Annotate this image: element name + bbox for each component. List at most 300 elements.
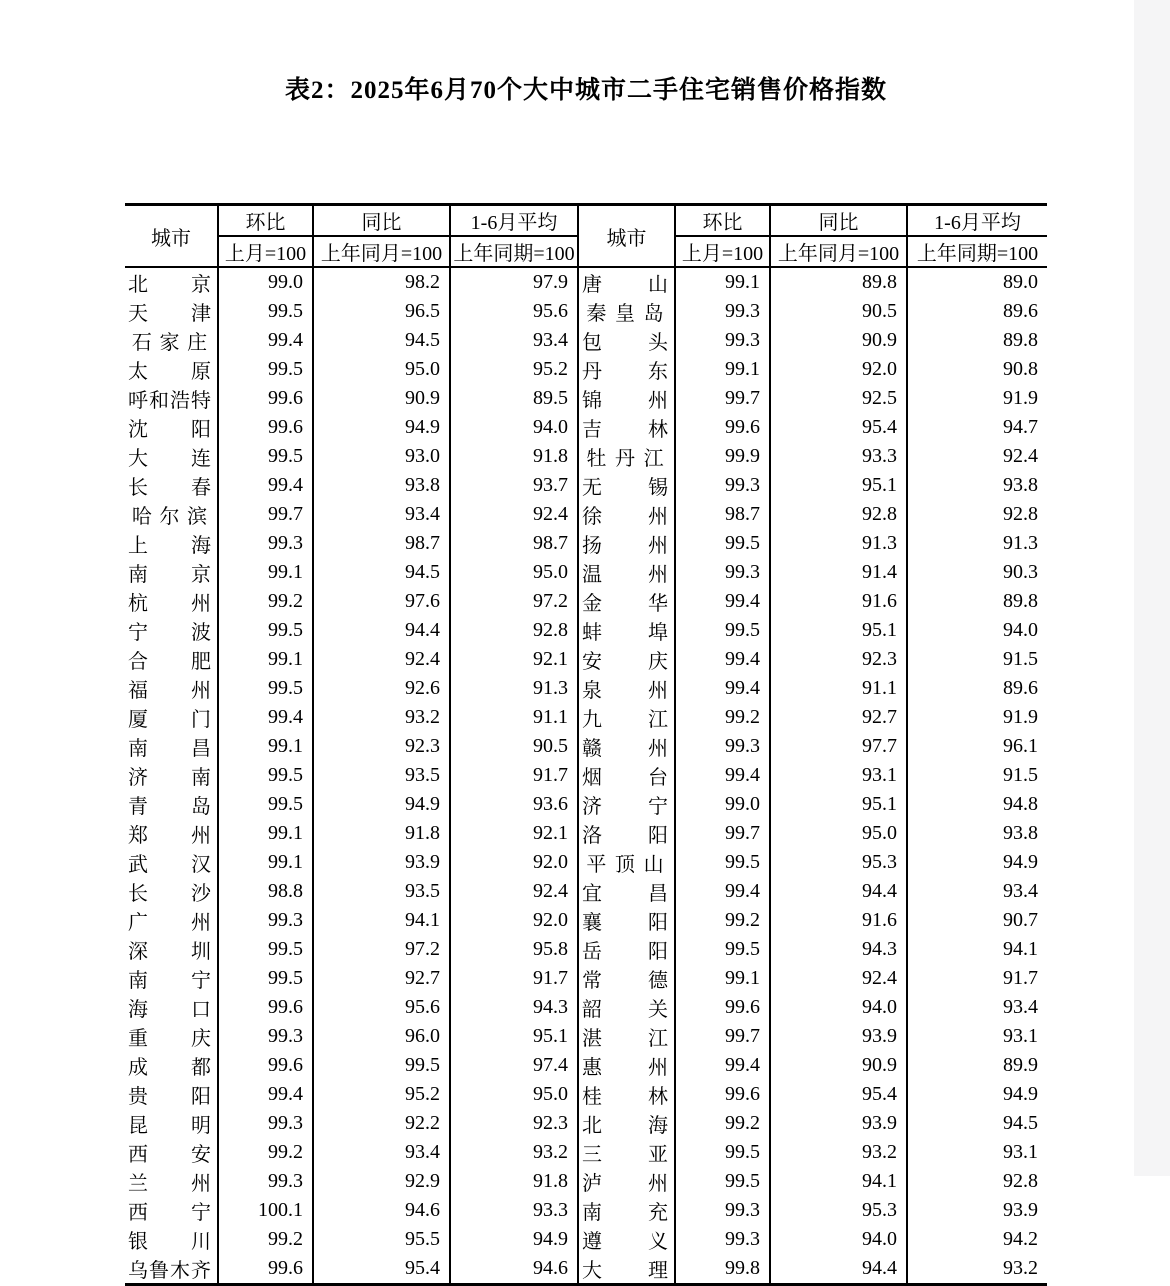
- yoy-value-cell: 94.4: [313, 616, 450, 645]
- page-edge-strip: [1134, 0, 1170, 1176]
- yoy-value-cell: 95.4: [770, 413, 907, 442]
- mom-value-cell: 99.1: [675, 964, 770, 993]
- city-cell: 遵 义: [578, 1225, 675, 1254]
- city-cell: 青 岛: [128, 796, 211, 818]
- city-cell: 成 都: [128, 1057, 211, 1079]
- avg-value-cell: 94.1: [907, 935, 1047, 964]
- mom-value-cell: 99.5: [675, 1167, 770, 1196]
- avg-value-cell: 93.8: [907, 819, 1047, 848]
- mom-value-cell: 99.3: [218, 529, 313, 558]
- city-cell: 南 宁: [128, 970, 211, 992]
- avg-value-cell: 91.7: [450, 761, 578, 790]
- mom-value-cell: 99.6: [675, 413, 770, 442]
- header-mom-base-right: 上月=100: [675, 236, 770, 267]
- header-avg-base-left: 上年同期=100: [450, 236, 578, 267]
- yoy-value-cell: 92.0: [770, 355, 907, 384]
- yoy-value-cell: 92.4: [770, 964, 907, 993]
- mom-value-cell: 99.6: [218, 413, 313, 442]
- mom-value-cell: 99.3: [675, 1196, 770, 1225]
- avg-value-cell: 92.8: [907, 500, 1047, 529]
- yoy-value-cell: 92.5: [770, 384, 907, 413]
- table-row: [125, 1196, 1047, 1225]
- mom-value-cell: 99.5: [218, 761, 313, 790]
- yoy-value-cell: 92.9: [313, 1167, 450, 1196]
- city-cell: 九 江: [578, 703, 675, 732]
- city-cell: 北 京: [128, 274, 211, 296]
- city-cell: 福 州: [128, 680, 211, 702]
- table-row: [125, 1051, 1047, 1080]
- yoy-value-cell: 95.3: [770, 1196, 907, 1225]
- avg-value-cell: 92.1: [450, 819, 578, 848]
- city-cell: 常 德: [578, 964, 675, 993]
- header-yoy-base-left: 上年同月=100: [313, 236, 450, 267]
- city-cell: 宁 波: [128, 622, 211, 644]
- table-row: [125, 761, 1047, 790]
- mom-value-cell: 99.2: [675, 1109, 770, 1138]
- yoy-value-cell: 95.6: [313, 993, 450, 1022]
- avg-value-cell: 91.8: [450, 1167, 578, 1196]
- table-row: [125, 297, 1047, 326]
- mom-value-cell: 99.6: [218, 1254, 313, 1285]
- mom-value-cell: 99.5: [218, 674, 313, 703]
- yoy-value-cell: 95.0: [770, 819, 907, 848]
- table-row: [125, 616, 1047, 645]
- avg-value-cell: 89.0: [907, 267, 1047, 297]
- avg-value-cell: 91.3: [450, 674, 578, 703]
- city-cell: 平 顶 山: [578, 848, 675, 877]
- city-cell: 南 京: [128, 564, 211, 586]
- avg-value-cell: 94.9: [907, 848, 1047, 877]
- yoy-value-cell: 93.9: [770, 1022, 907, 1051]
- yoy-value-cell: 94.9: [313, 413, 450, 442]
- table-row: [125, 529, 1047, 558]
- yoy-value-cell: 94.5: [313, 326, 450, 355]
- yoy-value-cell: 92.8: [770, 500, 907, 529]
- avg-value-cell: 92.8: [907, 1167, 1047, 1196]
- mom-value-cell: 99.1: [218, 732, 313, 761]
- mom-value-cell: 99.4: [675, 645, 770, 674]
- avg-value-cell: 91.5: [907, 645, 1047, 674]
- mom-value-cell: 99.3: [675, 326, 770, 355]
- mom-value-cell: 99.5: [675, 529, 770, 558]
- city-cell: 重 庆: [128, 1028, 211, 1050]
- table-row: [125, 267, 1047, 297]
- yoy-value-cell: 93.2: [313, 703, 450, 732]
- city-cell: 昆 明: [128, 1115, 211, 1137]
- avg-value-cell: 94.8: [907, 790, 1047, 819]
- table-row: [125, 674, 1047, 703]
- table-row: [125, 1167, 1047, 1196]
- mom-value-cell: 99.3: [218, 1167, 313, 1196]
- yoy-value-cell: 99.5: [313, 1051, 450, 1080]
- mom-value-cell: 99.1: [675, 267, 770, 297]
- city-cell: 大 连: [128, 448, 211, 470]
- mom-value-cell: 99.7: [218, 500, 313, 529]
- city-cell: 蚌 埠: [578, 616, 675, 645]
- city-cell: 岳 阳: [578, 935, 675, 964]
- avg-value-cell: 95.2: [450, 355, 578, 384]
- mom-value-cell: 99.1: [218, 819, 313, 848]
- table-row: [125, 935, 1047, 964]
- city-cell: 大 理: [578, 1254, 675, 1285]
- table-row: [125, 964, 1047, 993]
- table-row: [125, 442, 1047, 471]
- avg-value-cell: 90.5: [450, 732, 578, 761]
- avg-value-cell: 91.5: [907, 761, 1047, 790]
- city-cell: 银 川: [128, 1231, 211, 1253]
- yoy-value-cell: 97.7: [770, 732, 907, 761]
- avg-value-cell: 90.8: [907, 355, 1047, 384]
- yoy-value-cell: 95.1: [770, 471, 907, 500]
- avg-value-cell: 93.2: [450, 1138, 578, 1167]
- yoy-value-cell: 94.1: [770, 1167, 907, 1196]
- header-avg-base-right: 上年同期=100: [907, 236, 1047, 267]
- city-cell: 南 昌: [128, 738, 211, 760]
- avg-value-cell: 93.4: [450, 326, 578, 355]
- table-header: [125, 205, 1047, 268]
- mom-value-cell: 99.1: [218, 558, 313, 587]
- city-cell: 安 庆: [578, 645, 675, 674]
- avg-value-cell: 98.7: [450, 529, 578, 558]
- mom-value-cell: 99.4: [675, 761, 770, 790]
- avg-value-cell: 93.8: [907, 471, 1047, 500]
- avg-value-cell: 92.8: [450, 616, 578, 645]
- mom-value-cell: 99.0: [218, 267, 313, 297]
- yoy-value-cell: 90.9: [770, 326, 907, 355]
- city-cell: 深 圳: [128, 941, 211, 963]
- mom-value-cell: 99.6: [675, 993, 770, 1022]
- avg-value-cell: 93.9: [907, 1196, 1047, 1225]
- yoy-value-cell: 95.5: [313, 1225, 450, 1254]
- mom-value-cell: 99.3: [218, 906, 313, 935]
- table-row: [125, 1254, 1047, 1285]
- yoy-value-cell: 93.2: [770, 1138, 907, 1167]
- avg-value-cell: 93.7: [450, 471, 578, 500]
- avg-value-cell: 90.3: [907, 558, 1047, 587]
- city-cell: 长 春: [128, 477, 211, 499]
- avg-value-cell: 95.8: [450, 935, 578, 964]
- avg-value-cell: 91.3: [907, 529, 1047, 558]
- yoy-value-cell: 97.2: [313, 935, 450, 964]
- yoy-value-cell: 92.7: [770, 703, 907, 732]
- avg-value-cell: 93.2: [907, 1254, 1047, 1285]
- mom-value-cell: 99.5: [675, 1138, 770, 1167]
- avg-value-cell: 94.2: [907, 1225, 1047, 1254]
- yoy-value-cell: 91.3: [770, 529, 907, 558]
- header-mom-base-left: 上月=100: [218, 236, 313, 267]
- mom-value-cell: 99.8: [675, 1254, 770, 1285]
- city-cell: 无 锡: [578, 471, 675, 500]
- table-row: [125, 1138, 1047, 1167]
- mom-value-cell: 99.5: [218, 790, 313, 819]
- avg-value-cell: 92.1: [450, 645, 578, 674]
- mom-value-cell: 99.2: [218, 1138, 313, 1167]
- city-cell: 石 家 庄: [131, 332, 208, 354]
- mom-value-cell: 99.1: [218, 848, 313, 877]
- city-cell: 南 充: [578, 1196, 675, 1225]
- avg-value-cell: 97.2: [450, 587, 578, 616]
- avg-value-cell: 91.9: [907, 384, 1047, 413]
- mom-value-cell: 99.3: [218, 1022, 313, 1051]
- city-cell: 呼 和 浩 特: [128, 390, 211, 412]
- avg-value-cell: 89.8: [907, 326, 1047, 355]
- city-cell: 天 津: [128, 303, 211, 325]
- city-cell: 济 南: [128, 767, 211, 789]
- yoy-value-cell: 93.3: [770, 442, 907, 471]
- mom-value-cell: 100.1: [218, 1196, 313, 1225]
- mom-value-cell: 99.4: [218, 703, 313, 732]
- yoy-value-cell: 91.6: [770, 587, 907, 616]
- avg-value-cell: 97.4: [450, 1051, 578, 1080]
- avg-value-cell: 97.9: [450, 267, 578, 297]
- mom-value-cell: 99.2: [218, 1225, 313, 1254]
- table-row: [125, 819, 1047, 848]
- yoy-value-cell: 95.1: [770, 616, 907, 645]
- yoy-value-cell: 94.1: [313, 906, 450, 935]
- mom-value-cell: 99.5: [218, 935, 313, 964]
- mom-value-cell: 99.4: [218, 471, 313, 500]
- table-row: [125, 471, 1047, 500]
- mom-value-cell: 99.6: [218, 993, 313, 1022]
- mom-value-cell: 99.3: [675, 1225, 770, 1254]
- table-row: [125, 1109, 1047, 1138]
- avg-value-cell: 94.0: [450, 413, 578, 442]
- city-cell: 贵 阳: [128, 1086, 211, 1108]
- yoy-value-cell: 97.6: [313, 587, 450, 616]
- avg-value-cell: 91.9: [907, 703, 1047, 732]
- mom-value-cell: 99.2: [675, 703, 770, 732]
- header-city-right: 城市: [578, 205, 675, 268]
- yoy-value-cell: 90.9: [770, 1051, 907, 1080]
- mom-value-cell: 98.8: [218, 877, 313, 906]
- yoy-value-cell: 93.4: [313, 1138, 450, 1167]
- mom-value-cell: 99.5: [675, 616, 770, 645]
- mom-value-cell: 99.6: [218, 1051, 313, 1080]
- city-cell: 襄 阳: [578, 906, 675, 935]
- mom-value-cell: 99.6: [675, 1080, 770, 1109]
- city-cell: 郑 州: [128, 825, 211, 847]
- mom-value-cell: 99.2: [218, 587, 313, 616]
- avg-value-cell: 91.7: [450, 964, 578, 993]
- yoy-value-cell: 91.1: [770, 674, 907, 703]
- city-cell: 泉 州: [578, 674, 675, 703]
- table-row: [125, 558, 1047, 587]
- mom-value-cell: 99.5: [675, 935, 770, 964]
- mom-value-cell: 99.7: [675, 384, 770, 413]
- mom-value-cell: 99.3: [675, 732, 770, 761]
- table-row: [125, 790, 1047, 819]
- avg-value-cell: 93.6: [450, 790, 578, 819]
- city-cell: 武 汉: [128, 854, 211, 876]
- city-cell: 杭 州: [128, 593, 211, 615]
- mom-value-cell: 99.3: [675, 558, 770, 587]
- mom-value-cell: 99.3: [675, 471, 770, 500]
- table-row: [125, 848, 1047, 877]
- table-row: [125, 1022, 1047, 1051]
- avg-value-cell: 93.1: [907, 1138, 1047, 1167]
- avg-value-cell: 89.6: [907, 674, 1047, 703]
- yoy-value-cell: 90.9: [313, 384, 450, 413]
- avg-value-cell: 94.9: [907, 1080, 1047, 1109]
- mom-value-cell: 99.5: [218, 964, 313, 993]
- mom-value-cell: 99.5: [218, 355, 313, 384]
- yoy-value-cell: 92.3: [313, 732, 450, 761]
- yoy-value-cell: 94.6: [313, 1196, 450, 1225]
- header-yoy-base-right: 上年同月=100: [770, 236, 907, 267]
- mom-value-cell: 99.1: [675, 355, 770, 384]
- avg-value-cell: 89.6: [907, 297, 1047, 326]
- mom-value-cell: 99.4: [675, 1051, 770, 1080]
- avg-value-cell: 95.1: [450, 1022, 578, 1051]
- avg-value-cell: 89.8: [907, 587, 1047, 616]
- mom-value-cell: 99.7: [675, 819, 770, 848]
- header-yoy-right: 同比: [770, 205, 907, 237]
- yoy-value-cell: 94.9: [313, 790, 450, 819]
- avg-value-cell: 94.9: [450, 1225, 578, 1254]
- yoy-value-cell: 93.9: [770, 1109, 907, 1138]
- yoy-value-cell: 93.4: [313, 500, 450, 529]
- avg-value-cell: 96.1: [907, 732, 1047, 761]
- city-cell: 西 安: [128, 1144, 211, 1166]
- avg-value-cell: 91.8: [450, 442, 578, 471]
- avg-value-cell: 93.4: [907, 877, 1047, 906]
- city-cell: 湛 江: [578, 1022, 675, 1051]
- city-cell: 乌 鲁 木 齐: [128, 1260, 211, 1282]
- header-city-left: 城市: [151, 227, 191, 250]
- yoy-value-cell: 96.0: [313, 1022, 450, 1051]
- yoy-value-cell: 92.2: [313, 1109, 450, 1138]
- header-yoy-left: 同比: [313, 205, 450, 237]
- yoy-value-cell: 93.5: [313, 877, 450, 906]
- yoy-value-cell: 95.2: [313, 1080, 450, 1109]
- mom-value-cell: 99.7: [675, 1022, 770, 1051]
- table-row: [125, 384, 1047, 413]
- table-row: [125, 587, 1047, 616]
- city-cell: 长 沙: [128, 883, 211, 905]
- city-cell: 广 州: [128, 912, 211, 934]
- mom-value-cell: 99.9: [675, 442, 770, 471]
- mom-value-cell: 99.5: [218, 297, 313, 326]
- yoy-value-cell: 91.6: [770, 906, 907, 935]
- city-cell: 厦 门: [128, 709, 211, 731]
- avg-value-cell: 93.3: [450, 1196, 578, 1225]
- city-cell: 唐 山: [578, 267, 675, 297]
- avg-value-cell: 91.1: [450, 703, 578, 732]
- table-row: [125, 355, 1047, 384]
- yoy-value-cell: 95.4: [313, 1254, 450, 1285]
- city-cell: 烟 台: [578, 761, 675, 790]
- city-cell: 西 宁: [128, 1202, 211, 1224]
- header-avg-left: 1-6月平均: [450, 205, 578, 237]
- table-row: [125, 993, 1047, 1022]
- table-row: [125, 703, 1047, 732]
- yoy-value-cell: 95.3: [770, 848, 907, 877]
- city-cell: 上 海: [128, 535, 211, 557]
- table-row: [125, 906, 1047, 935]
- city-cell: 韶 关: [578, 993, 675, 1022]
- mom-value-cell: 99.4: [675, 877, 770, 906]
- table-row: [125, 500, 1047, 529]
- mom-value-cell: 99.5: [218, 616, 313, 645]
- header-mom-right: 环比: [675, 205, 770, 237]
- yoy-value-cell: 92.6: [313, 674, 450, 703]
- mom-value-cell: 99.4: [675, 674, 770, 703]
- mom-value-cell: 98.7: [675, 500, 770, 529]
- table-row: [125, 1225, 1047, 1254]
- avg-value-cell: 91.7: [907, 964, 1047, 993]
- city-cell: 济 宁: [578, 790, 675, 819]
- avg-value-cell: 94.0: [907, 616, 1047, 645]
- page-title: 表2：2025年6月70个大中城市二手住宅销售价格指数: [284, 77, 887, 104]
- avg-value-cell: 92.0: [450, 848, 578, 877]
- avg-value-cell: 95.6: [450, 297, 578, 326]
- avg-value-cell: 92.4: [907, 442, 1047, 471]
- yoy-value-cell: 95.1: [770, 790, 907, 819]
- yoy-value-cell: 93.8: [313, 471, 450, 500]
- yoy-value-cell: 94.0: [770, 1225, 907, 1254]
- city-cell: 吉 林: [578, 413, 675, 442]
- avg-value-cell: 95.0: [450, 1080, 578, 1109]
- mom-value-cell: 99.1: [218, 645, 313, 674]
- yoy-value-cell: 94.4: [770, 1254, 907, 1285]
- yoy-value-cell: 94.5: [313, 558, 450, 587]
- yoy-value-cell: 92.3: [770, 645, 907, 674]
- city-cell: 合 肥: [128, 651, 211, 673]
- yoy-value-cell: 96.5: [313, 297, 450, 326]
- price-index-table: [125, 203, 1047, 1286]
- avg-value-cell: 92.4: [450, 877, 578, 906]
- table-row: [125, 413, 1047, 442]
- avg-value-cell: 94.5: [907, 1109, 1047, 1138]
- mom-value-cell: 99.2: [675, 906, 770, 935]
- yoy-value-cell: 98.7: [313, 529, 450, 558]
- avg-value-cell: 94.6: [450, 1254, 578, 1285]
- city-cell: 牡 丹 江: [578, 442, 675, 471]
- yoy-value-cell: 94.4: [770, 877, 907, 906]
- header-row-1: [125, 205, 1047, 237]
- city-cell: 兰 州: [128, 1173, 211, 1195]
- mom-value-cell: 99.5: [218, 442, 313, 471]
- yoy-value-cell: 95.0: [313, 355, 450, 384]
- table-body: [125, 267, 1047, 1285]
- city-cell: 泸 州: [578, 1167, 675, 1196]
- avg-value-cell: 94.7: [907, 413, 1047, 442]
- city-cell: 三 亚: [578, 1138, 675, 1167]
- avg-value-cell: 89.9: [907, 1051, 1047, 1080]
- yoy-value-cell: 92.7: [313, 964, 450, 993]
- mom-value-cell: 99.5: [675, 848, 770, 877]
- yoy-value-cell: 91.4: [770, 558, 907, 587]
- city-cell: 包 头: [578, 326, 675, 355]
- yoy-value-cell: 93.5: [313, 761, 450, 790]
- table-row: [125, 877, 1047, 906]
- city-cell: 徐 州: [578, 500, 675, 529]
- city-cell: 洛 阳: [578, 819, 675, 848]
- table-row: [125, 326, 1047, 355]
- avg-value-cell: 92.4: [450, 500, 578, 529]
- avg-value-cell: 93.4: [907, 993, 1047, 1022]
- city-cell: 沈 阳: [128, 419, 211, 441]
- city-cell: 温 州: [578, 558, 675, 587]
- yoy-value-cell: 92.4: [313, 645, 450, 674]
- yoy-value-cell: 91.8: [313, 819, 450, 848]
- mom-value-cell: 99.0: [675, 790, 770, 819]
- avg-value-cell: 93.1: [907, 1022, 1047, 1051]
- yoy-value-cell: 94.3: [770, 935, 907, 964]
- avg-value-cell: 90.7: [907, 906, 1047, 935]
- city-cell: 金 华: [578, 587, 675, 616]
- city-cell: 赣 州: [578, 732, 675, 761]
